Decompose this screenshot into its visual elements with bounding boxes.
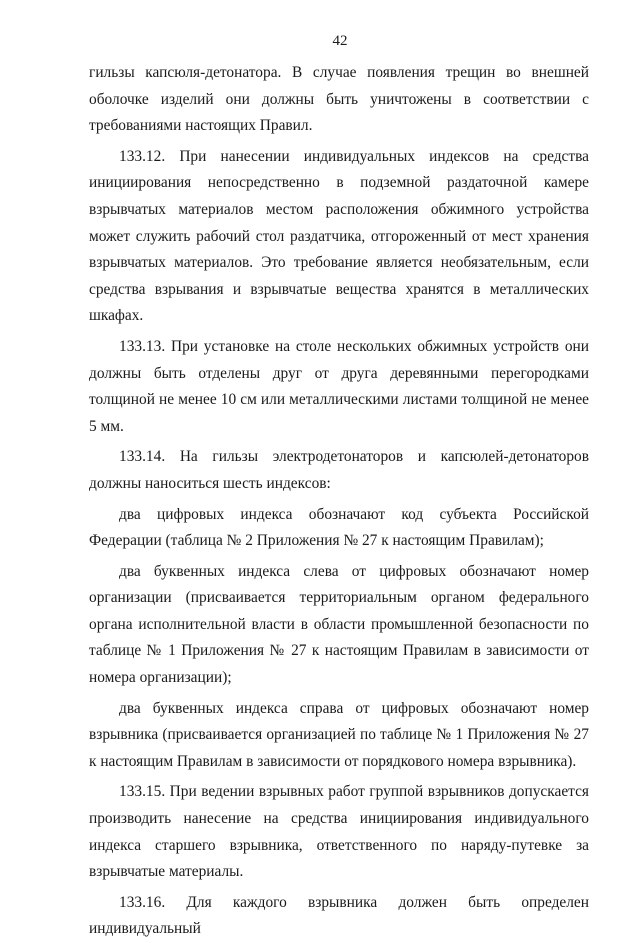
page-number: 42 — [332, 33, 348, 49]
paragraph-133-12: 133.12. При нанесении индивидуальных индексов на средства инициирования непосредственно в подземной раздаточной камере взрывчатых материалов местом расположения обжимного устройства может служить рабочий стол раздатчика, отгороженный от мест хранения взрывчатых материалов. Это требование является необязательным, если средства взрывания и взрывчатые вещества хранятся в металлических шкафах. — [89, 147, 589, 325]
list-item-blaster-number: два буквенных индекса справа от цифровых обозначают номер взрывника (присваивается организацией по таблице № 1 Приложения № 27 к настоящим Правилам в зависимости от порядкового номера взрывника). — [89, 699, 589, 770]
paragraph-133-14: 133.14. На гильзы электродетонаторов и капсюлей-детонаторов должны наноситься шесть индексов: — [89, 448, 589, 492]
paragraph-continuation: гильзы капсюля-детонатора. В случае появления трещин во внешней оболочке изделий они должны быть уничтожены в соответствии с требованиями настоящих Правил. — [89, 64, 589, 135]
paragraph-133-13: 133.13. При установке на столе нескольких обжимных устройств они должны быть отделены друг от друга деревянными перегородками толщиной не менее 10 см или металлическими листами толщиной не менее 5 мм. — [89, 337, 589, 435]
document-body — [89, 60, 589, 943]
paragraph-133-16: 133.16. Для каждого взрывника должен быть определен индивидуальный — [89, 893, 589, 938]
list-item-region-code: два цифровых индекса обозначают код субъекта Российской Федерации (таблица № 2 Приложения № 27 к настоящим Правилам); — [89, 505, 589, 550]
list-item-organization-number: два буквенных индекса слева от цифровых обозначают номер организации (присваивается территориальным органом федерального органа исполнительной власти в области промышленной безопасности по таблице № 1 Приложения № 27 к настоящим Правилам в зависимости от номера организации); — [89, 562, 589, 687]
paragraph-133-15: 133.15. При ведении взрывных работ группой взрывников допускается производить нанесение на средства инициирования индивидуального индекса старшего взрывника, ответственного по наряду-путевке за взрывчатые материалы. — [89, 783, 589, 881]
